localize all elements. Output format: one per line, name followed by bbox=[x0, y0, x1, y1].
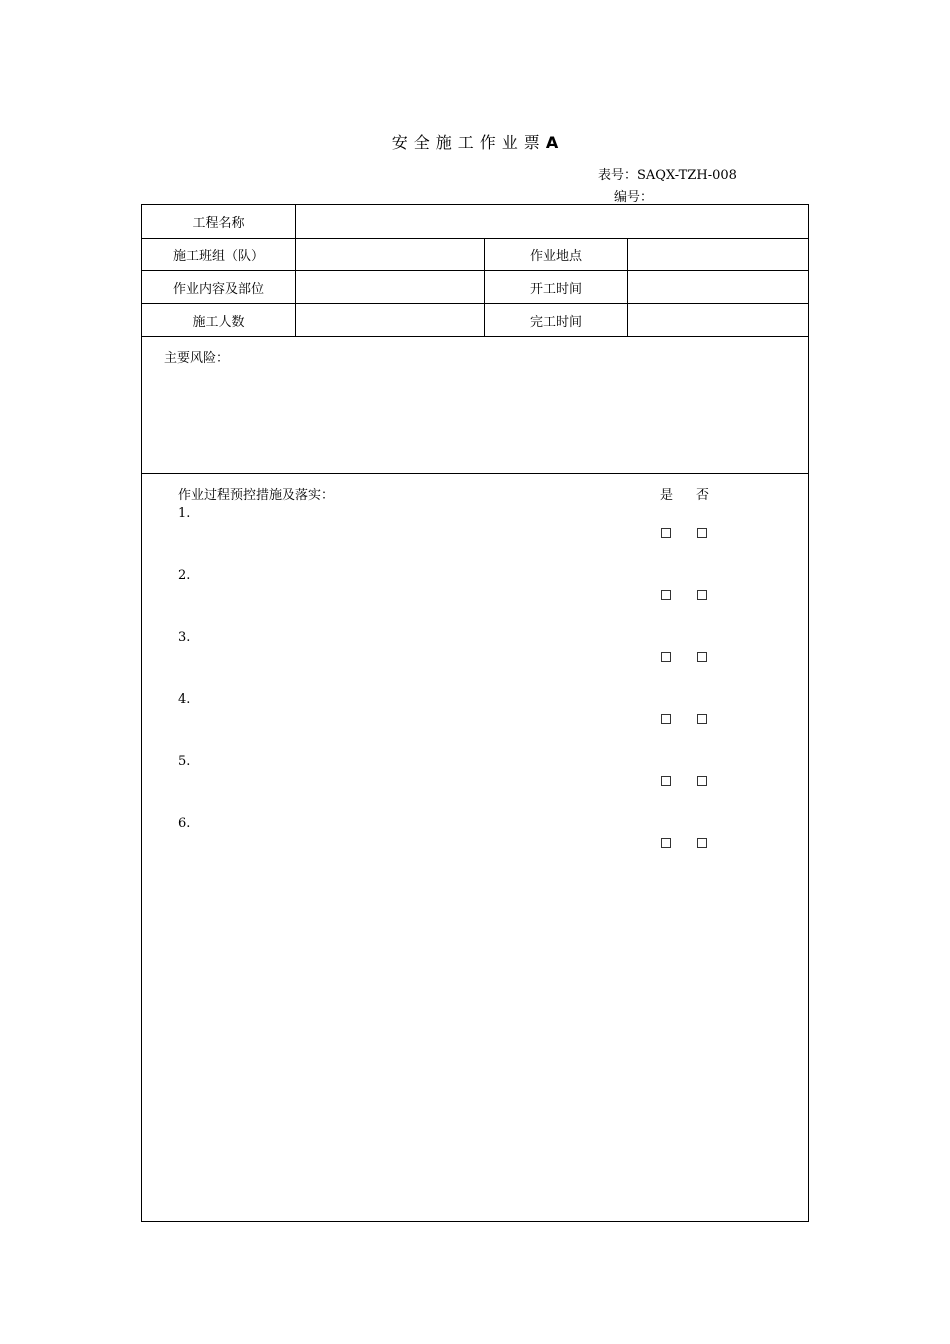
field-headcount[interactable] bbox=[296, 304, 485, 336]
field-team[interactable] bbox=[296, 239, 485, 270]
yes-column-header: 是 bbox=[660, 488, 674, 503]
field-content[interactable] bbox=[296, 271, 485, 303]
measures-title: 作业过程预控措施及落实： bbox=[178, 488, 335, 503]
work-permit-form bbox=[141, 204, 809, 1222]
title-main: 安全施工作业票 bbox=[391, 133, 546, 152]
measure-6-yes-checkbox[interactable] bbox=[661, 838, 671, 848]
measure-item-number: 2. bbox=[178, 568, 191, 583]
measure-item-number: 6. bbox=[178, 816, 191, 831]
form-number: 表号：SAQX-TZH-008 bbox=[598, 168, 737, 183]
label-location: 作业地点 bbox=[485, 239, 628, 270]
measure-4-yes-checkbox[interactable] bbox=[661, 714, 671, 724]
label-content: 作业内容及部位 bbox=[142, 271, 296, 303]
label-project-name: 工程名称 bbox=[142, 205, 296, 238]
row-content bbox=[142, 271, 808, 304]
field-end-time[interactable] bbox=[628, 304, 809, 336]
measure-2-yes-checkbox[interactable] bbox=[661, 590, 671, 600]
measure-1-yes-checkbox[interactable] bbox=[661, 528, 671, 538]
row-team bbox=[142, 239, 808, 271]
measure-3-no-checkbox[interactable] bbox=[697, 652, 707, 662]
measure-item-number: 5. bbox=[178, 754, 191, 769]
label-start-time: 开工时间 bbox=[485, 271, 628, 303]
serial-number-label: 编号： bbox=[614, 190, 654, 205]
measure-5-no-checkbox[interactable] bbox=[697, 776, 707, 786]
measure-item-number: 3. bbox=[178, 630, 191, 645]
measure-4-no-checkbox[interactable] bbox=[697, 714, 707, 724]
label-end-time: 完工时间 bbox=[485, 304, 628, 336]
risks-section[interactable] bbox=[142, 337, 808, 474]
field-location[interactable] bbox=[628, 239, 809, 270]
field-start-time[interactable] bbox=[628, 271, 809, 303]
label-team: 施工班组（队） bbox=[142, 239, 296, 270]
risks-label: 主要风险： bbox=[164, 351, 230, 366]
row-headcount bbox=[142, 304, 808, 337]
row-project-name bbox=[142, 205, 808, 239]
measure-3-yes-checkbox[interactable] bbox=[661, 652, 671, 662]
measure-1-no-checkbox[interactable] bbox=[697, 528, 707, 538]
measure-2-no-checkbox[interactable] bbox=[697, 590, 707, 600]
measure-item-number: 1. bbox=[178, 506, 191, 521]
measure-item-number: 4. bbox=[178, 692, 191, 707]
field-project-name[interactable] bbox=[296, 205, 809, 238]
title-suffix: A bbox=[545, 133, 559, 152]
form-title bbox=[0, 130, 950, 153]
measure-5-yes-checkbox[interactable] bbox=[661, 776, 671, 786]
measure-6-no-checkbox[interactable] bbox=[697, 838, 707, 848]
no-column-header: 否 bbox=[696, 488, 710, 503]
label-headcount: 施工人数 bbox=[142, 304, 296, 336]
